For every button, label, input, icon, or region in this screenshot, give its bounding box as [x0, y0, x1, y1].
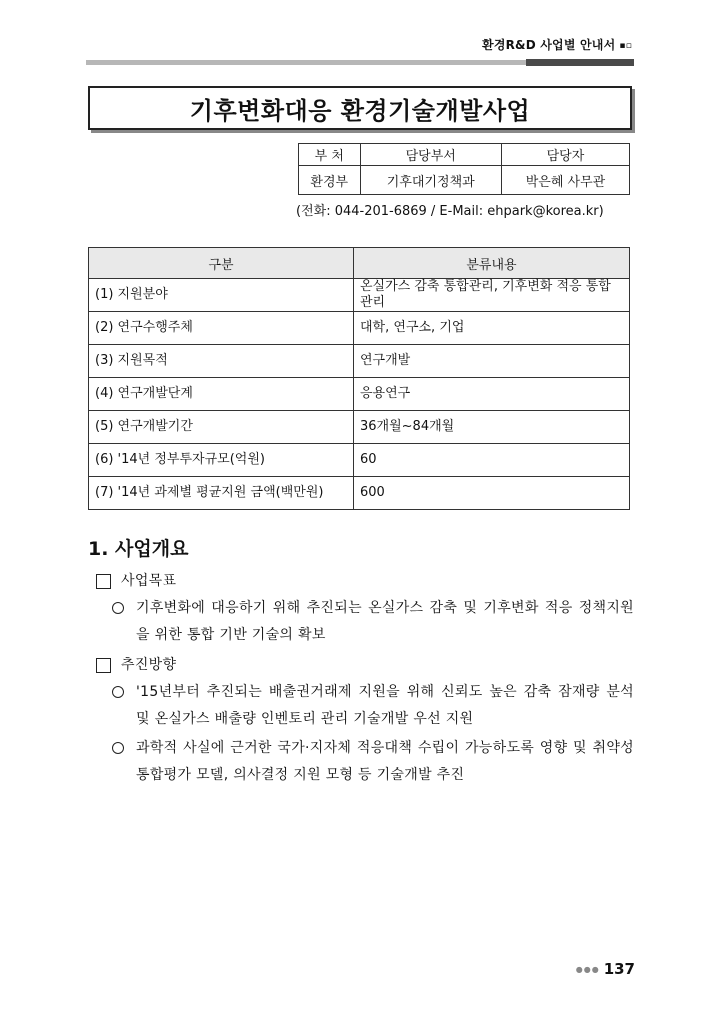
list-item: [112, 595, 634, 649]
header-rule-dark: [526, 59, 634, 66]
contact-ministry: 환경부: [299, 166, 361, 195]
row-value: 응용연구: [354, 378, 630, 411]
table-row: [89, 411, 630, 444]
direction-label: 추진방향: [121, 657, 177, 673]
contact-header-ministry: 부 처: [299, 144, 361, 166]
row-value: 60: [354, 444, 630, 477]
overview-header-category: 구분: [89, 248, 354, 279]
table-row: [89, 477, 630, 510]
row-item: (5) 연구개발기간: [89, 411, 354, 444]
contact-header-row: [299, 144, 630, 166]
checkbox-square-icon: [96, 574, 111, 589]
contact-person: 박은혜 사무관: [501, 166, 629, 195]
contact-value-row: [299, 166, 630, 195]
row-value: 600: [354, 477, 630, 510]
row-item: (1) 지원분야: [89, 279, 354, 312]
table-row: [89, 345, 630, 378]
direction-bullet-text: '15년부터 추진되는 배출권거래제 지원을 위해 신뢰도 높은 감축 잠재량 분석 및 온실가스 배출량 인벤토리 관리 기술개발 우선 지원: [136, 684, 634, 727]
table-row: [89, 279, 630, 312]
direction-heading: [96, 652, 634, 679]
row-value: 온실가스 감축 통합관리, 기후변화 적응 통합관리: [354, 279, 630, 312]
circle-bullet-icon: [112, 602, 124, 614]
section-title: 1. 사업개요: [88, 538, 189, 560]
overview-table: [88, 247, 630, 510]
footer-dots-icon: ●●●: [575, 965, 600, 974]
contact-note: (전화: 044-201-6869 / E-Mail: ehpark@korea.kr): [296, 204, 604, 219]
header-rule-gray: [86, 60, 526, 65]
list-item: [112, 679, 634, 733]
row-value: 36개월~84개월: [354, 411, 630, 444]
contact-table: [298, 143, 630, 195]
overview-header-content: 분류내용: [354, 248, 630, 279]
header-mark-icon: ▪▫: [619, 40, 632, 51]
row-item: (2) 연구수행주체: [89, 312, 354, 345]
goal-label: 사업목표: [121, 573, 177, 589]
overview-header-row: [89, 248, 630, 279]
goal-heading: [96, 568, 634, 595]
checkbox-square-icon: [96, 658, 111, 673]
contact-header-department: 담당부서: [360, 144, 501, 166]
table-row: [89, 312, 630, 345]
circle-bullet-icon: [112, 742, 124, 754]
contact-header-person: 담당자: [501, 144, 629, 166]
page-title: 기후변화대응 환경기술개발사업: [189, 96, 531, 125]
table-row: [89, 378, 630, 411]
table-row: [89, 444, 630, 477]
row-value: 연구개발: [354, 345, 630, 378]
row-item: (7) '14년 과제별 평균지원 금액(백만원): [89, 477, 354, 510]
row-value: 대학, 연구소, 기업: [354, 312, 630, 345]
circle-bullet-icon: [112, 686, 124, 698]
row-item: (4) 연구개발단계: [89, 378, 354, 411]
contact-department: 기후대기정책과: [360, 166, 501, 195]
goal-bullet-text: 기후변화에 대응하기 위해 추진되는 온실가스 감축 및 기후변화 적응 정책지원을 위한 통합 기반 기술의 확보: [136, 600, 634, 643]
row-item: (6) '14년 정부투자규모(억원): [89, 444, 354, 477]
list-item: [112, 735, 634, 789]
running-header-title: 환경R&D 사업별 안내서: [482, 38, 616, 52]
row-item: (3) 지원목적: [89, 345, 354, 378]
direction-bullet-text: 과학적 사실에 근거한 국가·지자체 적응대책 수립이 가능하도록 영향 및 취약성 통합평가 모델, 의사결정 지원 모형 등 기술개발 추진: [136, 740, 634, 783]
running-header: [380, 36, 632, 53]
page-number: 137: [603, 960, 635, 978]
section-body: [96, 568, 634, 789]
page-title-box: [88, 86, 632, 130]
page-footer: [560, 960, 635, 978]
